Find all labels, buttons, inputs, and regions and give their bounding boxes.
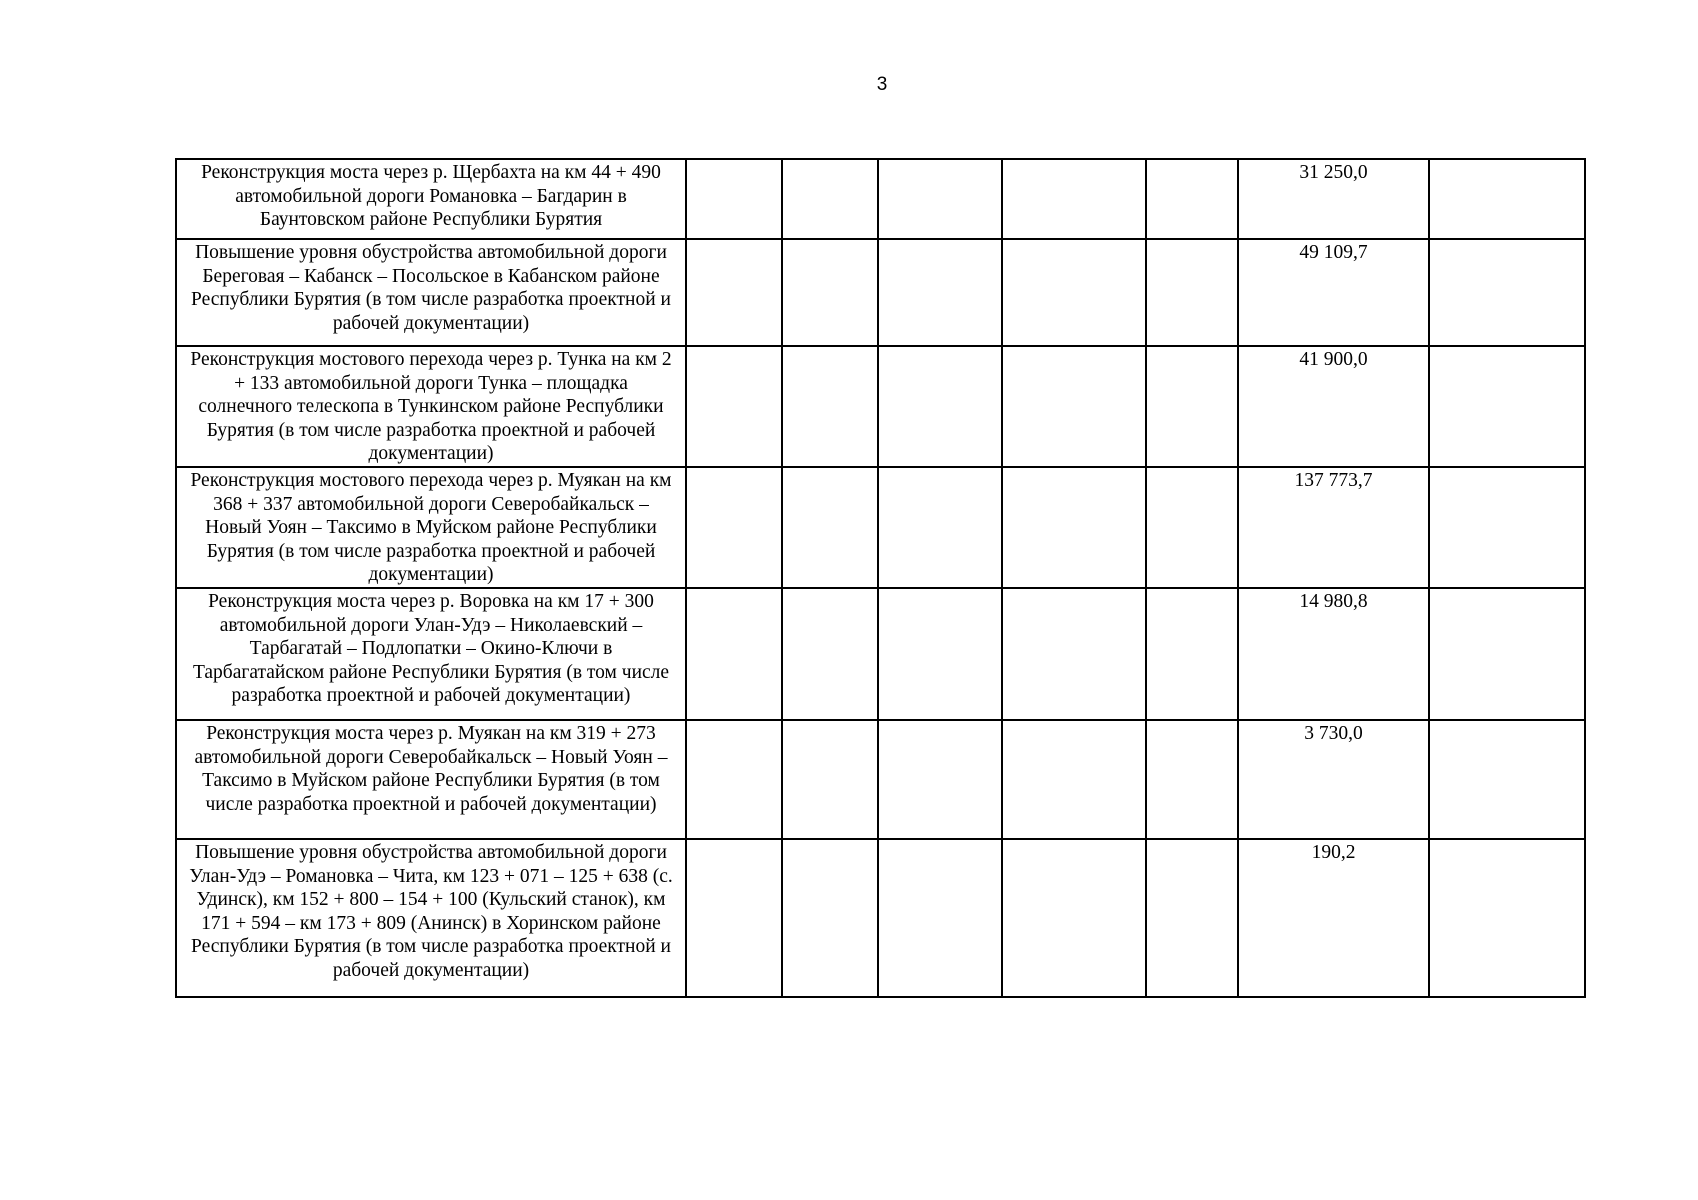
- empty-cell: [686, 839, 782, 997]
- object-description: Реконструкция мостового перехода через р. Тунка на км 2 + 133 автомобильной дороги Тунка – площадка солнечного телескопа в Тункинском районе Республики Бурятия (в том числе разработка проектной и рабочей документации): [176, 346, 686, 467]
- funding-amount: 3 730,0: [1238, 720, 1429, 839]
- funding-table: [175, 158, 1586, 998]
- table-row: [176, 239, 1585, 346]
- empty-cell: [1429, 159, 1585, 239]
- empty-cell: [686, 588, 782, 720]
- empty-cell: [1002, 467, 1146, 588]
- empty-cell: [686, 346, 782, 467]
- empty-cell: [878, 346, 1002, 467]
- table-row: [176, 159, 1585, 239]
- table-row: [176, 588, 1585, 720]
- funding-amount: 31 250,0: [1238, 159, 1429, 239]
- empty-cell: [782, 159, 878, 239]
- empty-cell: [782, 239, 878, 346]
- empty-cell: [1429, 467, 1585, 588]
- empty-cell: [1146, 588, 1238, 720]
- empty-cell: [1429, 720, 1585, 839]
- empty-cell: [1146, 720, 1238, 839]
- empty-cell: [782, 720, 878, 839]
- table-row: [176, 720, 1585, 839]
- object-description: Повышение уровня обустройства автомобильной дороги Береговая – Кабанск – Посольское в Кабанском районе Республики Бурятия (в том числе разработка проектной и рабочей документации): [176, 239, 686, 346]
- object-description: Реконструкция моста через р. Муякан на км 319 + 273 автомобильной дороги Северобайкальск – Новый Уоян – Таксимо в Муйском районе Республики Бурятия (в том числе разработка проектной и рабочей документации): [176, 720, 686, 839]
- empty-cell: [1002, 239, 1146, 346]
- empty-cell: [878, 239, 1002, 346]
- object-description: Реконструкция моста через р. Щербахта на км 44 + 490 автомобильной дороги Романовка – Багдарин в Баунтовском районе Республики Бурятия: [176, 159, 686, 239]
- empty-cell: [878, 159, 1002, 239]
- empty-cell: [1146, 839, 1238, 997]
- empty-cell: [686, 467, 782, 588]
- empty-cell: [878, 588, 1002, 720]
- empty-cell: [878, 839, 1002, 997]
- object-description: Реконструкция мостового перехода через р. Муякан на км 368 + 337 автомобильной дороги Северобайкальск – Новый Уоян – Таксимо в Муйском районе Республики Бурятия (в том числе разработка проектной и рабочей документации): [176, 467, 686, 588]
- empty-cell: [782, 467, 878, 588]
- empty-cell: [1429, 239, 1585, 346]
- empty-cell: [1002, 720, 1146, 839]
- funding-amount: 41 900,0: [1238, 346, 1429, 467]
- empty-cell: [1429, 839, 1585, 997]
- funding-amount: 137 773,7: [1238, 467, 1429, 588]
- object-description: Повышение уровня обустройства автомобильной дороги Улан-Удэ – Романовка – Чита, км 123 + 071 – 125 + 638 (с. Удинск), км 152 + 800 – 154 + 100 (Кульский станок), км 171 + 594 – км 173 + 809 (Анинск) в Хоринском районе Республики Бурятия (в том числе разработка проектной и рабочей документации): [176, 839, 686, 997]
- empty-cell: [1002, 839, 1146, 997]
- empty-cell: [686, 720, 782, 839]
- empty-cell: [1146, 467, 1238, 588]
- empty-cell: [1146, 239, 1238, 346]
- funding-amount: 14 980,8: [1238, 588, 1429, 720]
- table-row: [176, 839, 1585, 997]
- object-description: Реконструкция моста через р. Воровка на км 17 + 300 автомобильной дороги Улан-Удэ – Николаевский – Тарбагатай – Подлопатки – Окино-Ключи в Тарбагатайском районе Республики Бурятия (в том числе разработка проектной и рабочей документации): [176, 588, 686, 720]
- empty-cell: [1429, 346, 1585, 467]
- table-row: [176, 467, 1585, 588]
- empty-cell: [686, 239, 782, 346]
- empty-cell: [878, 720, 1002, 839]
- empty-cell: [782, 346, 878, 467]
- funding-amount: 190,2: [1238, 839, 1429, 997]
- empty-cell: [1429, 588, 1585, 720]
- table-row: [176, 346, 1585, 467]
- page-number: 3: [876, 74, 888, 95]
- empty-cell: [782, 588, 878, 720]
- empty-cell: [782, 839, 878, 997]
- empty-cell: [878, 467, 1002, 588]
- empty-cell: [1002, 159, 1146, 239]
- empty-cell: [1002, 588, 1146, 720]
- empty-cell: [686, 159, 782, 239]
- empty-cell: [1146, 159, 1238, 239]
- funding-amount: 49 109,7: [1238, 239, 1429, 346]
- empty-cell: [1146, 346, 1238, 467]
- empty-cell: [1002, 346, 1146, 467]
